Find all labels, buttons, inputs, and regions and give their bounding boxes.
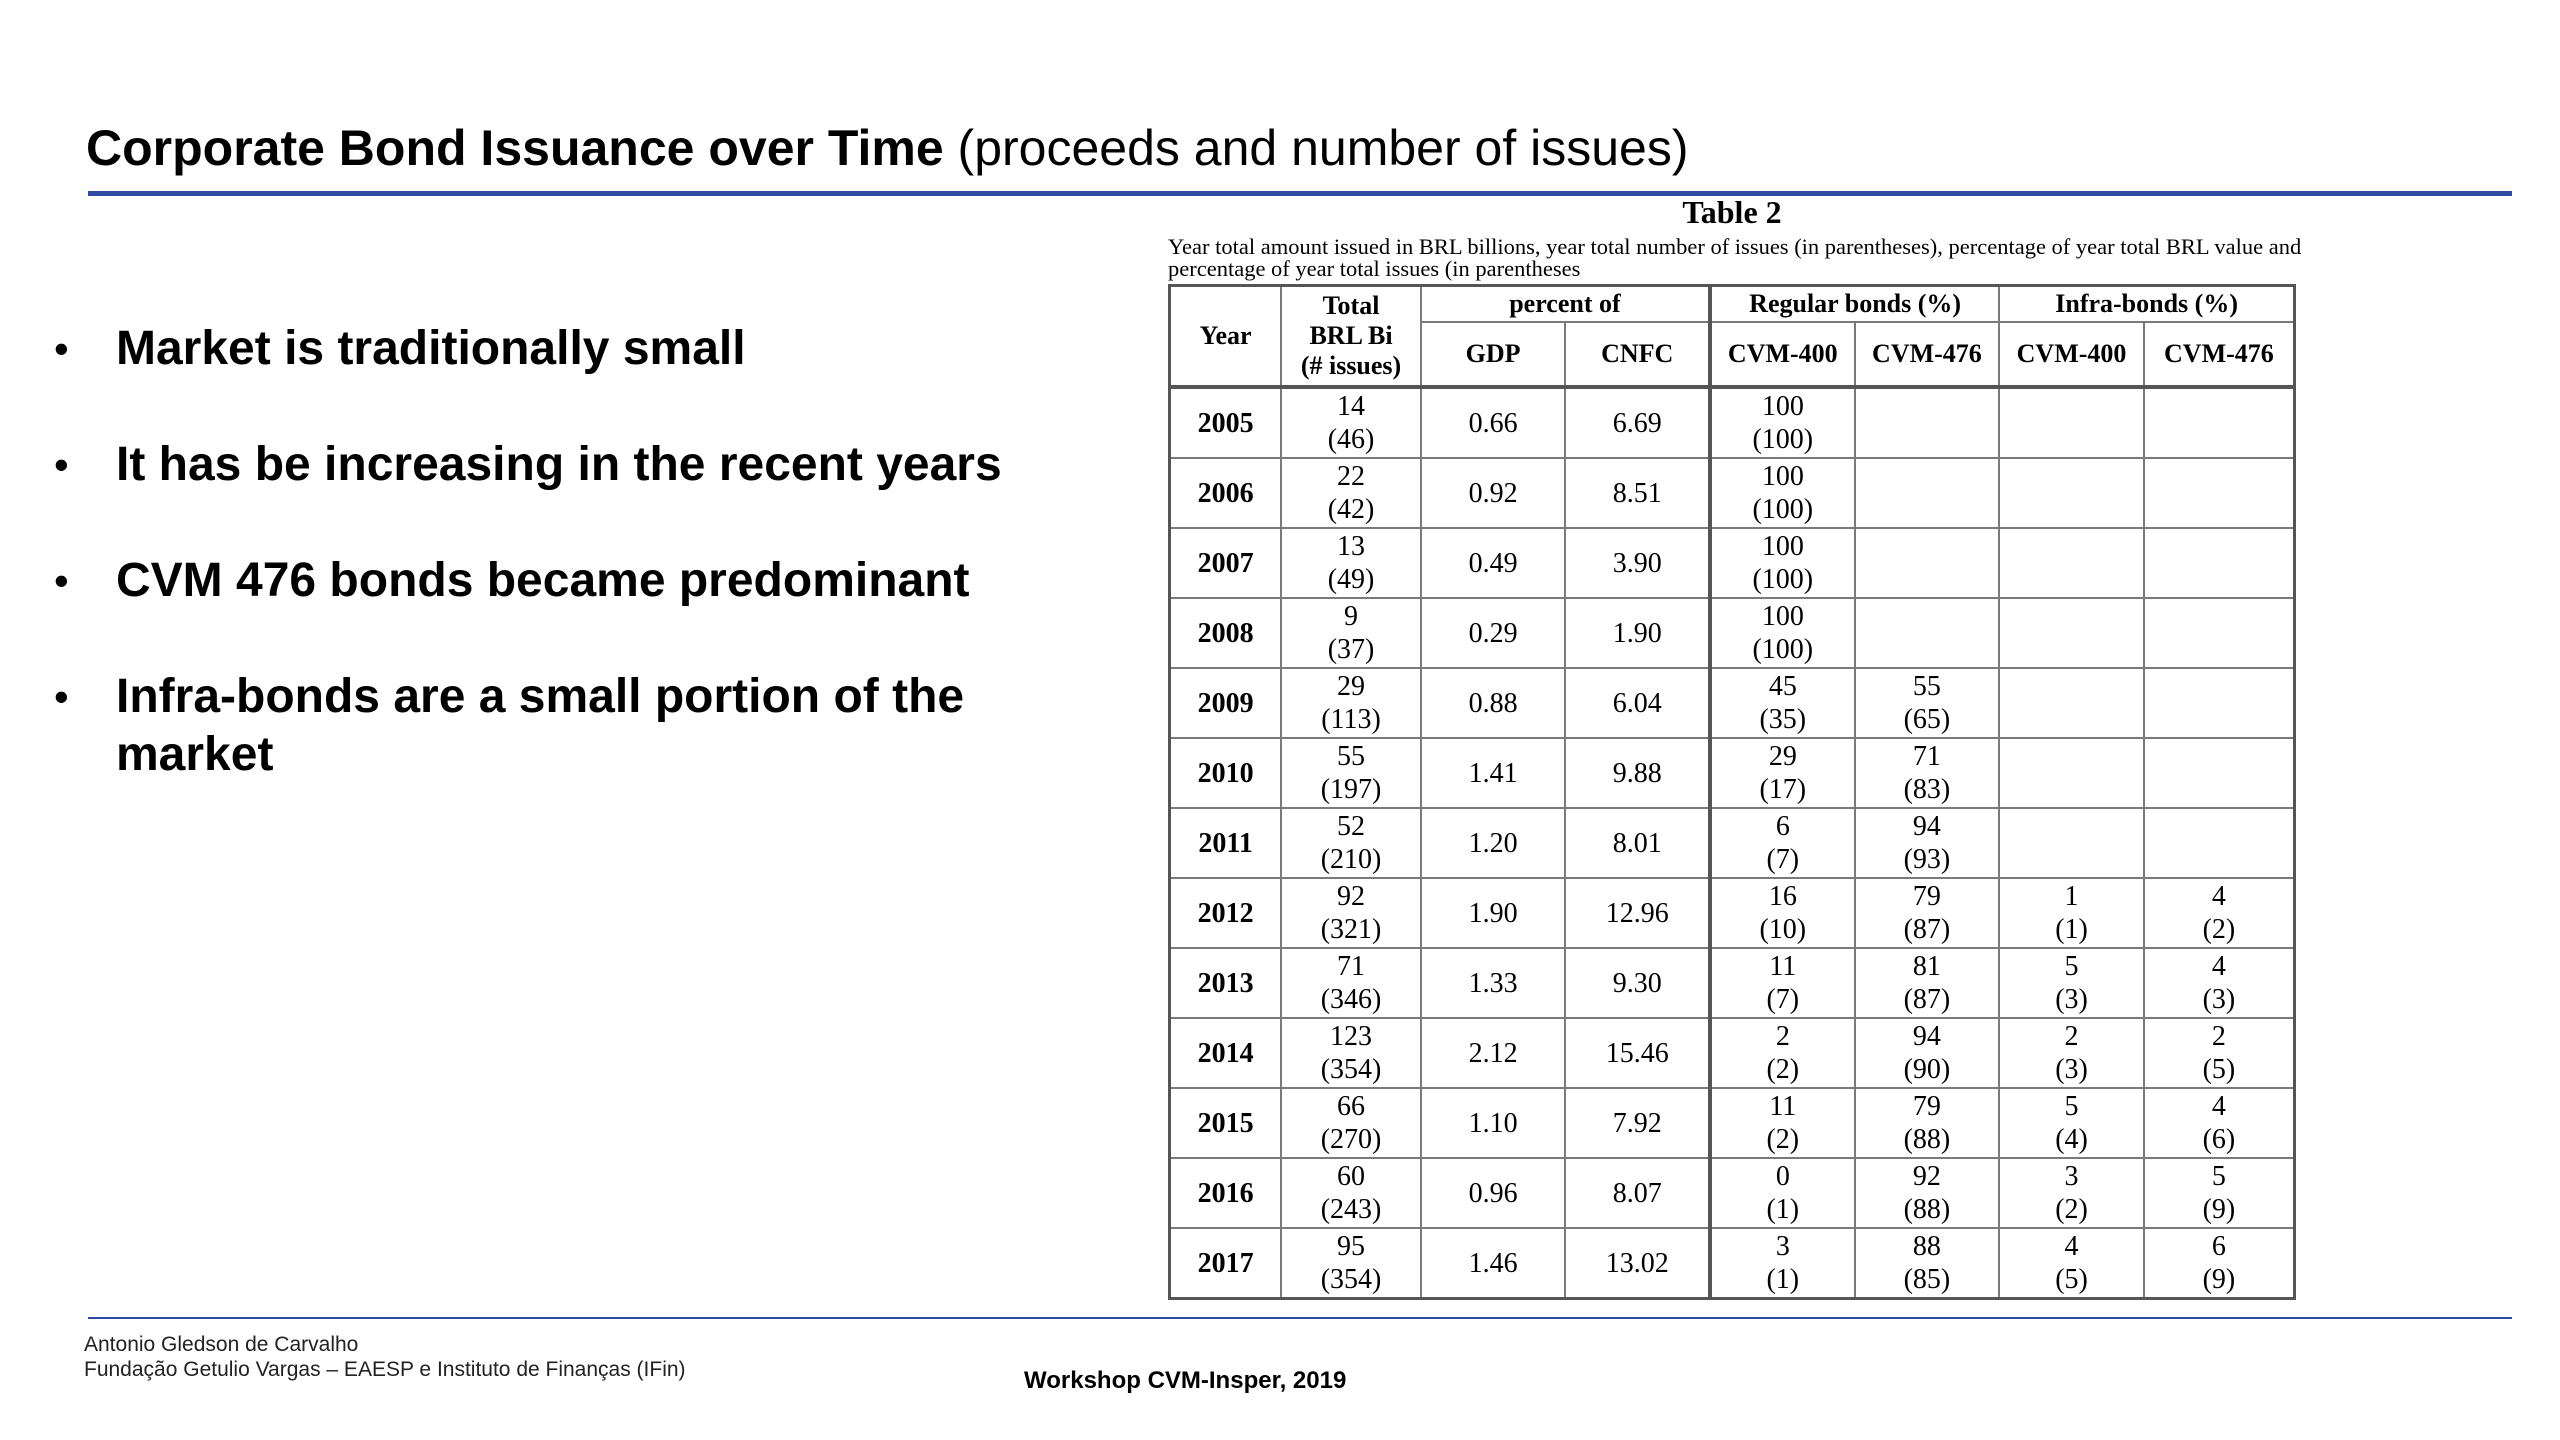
cell-year: 2010 — [1170, 738, 1282, 808]
cell-total-count: (46) — [1327, 424, 1375, 455]
cell-gdp: 1.41 — [1421, 738, 1566, 808]
cell-total-value: 123 — [1330, 1021, 1373, 1052]
cell-gdp: 1.33 — [1421, 948, 1566, 1018]
cell-infra-cvm400 — [1999, 808, 2144, 878]
cell-gdp: 0.96 — [1421, 1158, 1566, 1228]
cell-total — [1281, 808, 1421, 878]
cell-total — [1281, 1088, 1421, 1158]
cell-infra-cvm400-value: 2 — [2064, 1021, 2079, 1052]
cell-regular-cvm400-value: 11 — [1769, 1091, 1797, 1122]
cell-regular-cvm476-count: (65) — [1903, 704, 1951, 735]
cell-gdp: 0.49 — [1421, 528, 1566, 598]
cell-infra-cvm400-value: 3 — [2064, 1161, 2079, 1192]
cell-cnfc: 6.69 — [1565, 387, 1710, 458]
cell-gdp: 2.12 — [1421, 1018, 1566, 1088]
cell-regular-cvm400 — [1710, 1018, 1855, 1088]
cell-total-count: (354) — [1320, 1054, 1382, 1085]
cell-infra-cvm400-count: (3) — [2055, 984, 2088, 1015]
cell-total — [1281, 948, 1421, 1018]
cell-regular-cvm400 — [1710, 1158, 1855, 1228]
cell-total-value: 14 — [1337, 391, 1366, 422]
cell-infra-cvm400-count: (2) — [2055, 1194, 2088, 1225]
table-body — [1170, 387, 2295, 1299]
cell-infra-cvm400 — [1999, 1228, 2144, 1299]
cell-regular-cvm400-count: (1) — [1766, 1194, 1800, 1225]
cell-total — [1281, 528, 1421, 598]
cell-cnfc: 7.92 — [1565, 1088, 1710, 1158]
cell-regular-cvm476-value: 94 — [1912, 811, 1941, 842]
cell-total-value: 55 — [1337, 741, 1366, 772]
table-caption: Year total amount issued in BRL billions, year total number of issues (in parentheses), percentage of year total BRL value and percentage of year total issues (in parentheses — [1168, 234, 2302, 281]
cell-regular-cvm400-count: (10) — [1759, 914, 1807, 945]
cell-regular-cvm476-value: 71 — [1912, 741, 1941, 772]
cell-infra-cvm476-value: 4 — [2211, 881, 2226, 912]
table-header — [1170, 286, 2295, 388]
cell-infra-cvm400-count: (1) — [2055, 914, 2088, 945]
header-year: Year — [1170, 286, 1282, 388]
cell-total-count: (210) — [1320, 844, 1382, 875]
header-percent-of: percent of — [1421, 286, 1710, 323]
cell-regular-cvm476-count: (88) — [1903, 1194, 1951, 1225]
cell-regular-cvm476 — [1855, 1158, 2000, 1228]
cell-total-value: 29 — [1337, 671, 1366, 702]
cell-infra-cvm400 — [1999, 948, 2144, 1018]
cell-cnfc: 13.02 — [1565, 1228, 1710, 1299]
cell-total-count: (113) — [1321, 704, 1381, 735]
cell-infra-cvm476-value: 4 — [2211, 1091, 2226, 1122]
cell-year: 2006 — [1170, 458, 1282, 528]
table-title: Table 2 — [1682, 194, 1782, 230]
cell-gdp: 0.92 — [1421, 458, 1566, 528]
cell-infra-cvm400 — [1999, 1018, 2144, 1088]
header-total-line3: (# issues) — [1300, 351, 1402, 380]
cell-year: 2005 — [1170, 387, 1282, 458]
cell-infra-cvm476 — [2144, 598, 2295, 668]
table-row — [1170, 1018, 2295, 1088]
bullet-list — [50, 320, 1110, 842]
cell-regular-cvm400 — [1710, 458, 1855, 528]
cell-infra-cvm476-count: (9) — [2202, 1264, 2236, 1295]
cell-regular-cvm476 — [1855, 1228, 2000, 1299]
cell-regular-cvm476-count: (85) — [1903, 1264, 1951, 1295]
cell-regular-cvm400 — [1710, 1228, 1855, 1299]
cell-total — [1281, 878, 1421, 948]
cell-year: 2016 — [1170, 1158, 1282, 1228]
cell-regular-cvm476-count: (83) — [1903, 774, 1951, 805]
cell-regular-cvm476 — [1855, 668, 2000, 738]
cell-total-count: (270) — [1320, 1124, 1382, 1155]
table-row — [1170, 808, 2295, 878]
cell-total-value: 60 — [1337, 1161, 1366, 1192]
cell-infra-cvm400 — [1999, 387, 2144, 458]
footer-event: Workshop CVM-Insper, 2019 — [1024, 1367, 1347, 1394]
cell-total-value: 95 — [1337, 1231, 1366, 1262]
cell-regular-cvm400-value: 0 — [1775, 1161, 1790, 1192]
cell-total-value: 71 — [1337, 951, 1366, 982]
cell-regular-cvm400-value: 11 — [1769, 951, 1797, 982]
cell-total-count: (197) — [1320, 774, 1382, 805]
cell-regular-cvm400 — [1710, 948, 1855, 1018]
cell-infra-cvm476-count: (2) — [2202, 914, 2236, 945]
cell-total-count: (354) — [1320, 1264, 1382, 1295]
cell-infra-cvm476 — [2144, 1018, 2295, 1088]
cell-infra-cvm476 — [2144, 948, 2295, 1018]
cell-infra-cvm476 — [2144, 387, 2295, 458]
cell-total — [1281, 458, 1421, 528]
bullet-item: • CVM 476 bonds became predominant — [50, 552, 1110, 610]
cell-regular-cvm400-count: (7) — [1766, 844, 1800, 875]
cell-infra-cvm400-count: (5) — [2055, 1264, 2088, 1295]
header-infra-cvm476: CVM-476 — [2144, 322, 2295, 387]
cell-gdp: 1.90 — [1421, 878, 1566, 948]
cell-regular-cvm400 — [1710, 808, 1855, 878]
cell-infra-cvm476-value: 2 — [2211, 1021, 2226, 1052]
cell-year: 2017 — [1170, 1228, 1282, 1299]
cell-infra-cvm400-value: 1 — [2064, 881, 2079, 912]
cell-infra-cvm476 — [2144, 528, 2295, 598]
cell-infra-cvm476 — [2144, 668, 2295, 738]
cell-regular-cvm400-value: 100 — [1761, 601, 1804, 632]
cell-regular-cvm400-count: (1) — [1766, 1264, 1800, 1295]
cell-gdp: 1.10 — [1421, 1088, 1566, 1158]
cell-total — [1281, 598, 1421, 668]
cell-total-count: (346) — [1320, 984, 1382, 1015]
cell-regular-cvm476 — [1855, 387, 2000, 458]
table-row — [1170, 738, 2295, 808]
cell-year: 2008 — [1170, 598, 1282, 668]
cell-regular-cvm400 — [1710, 1088, 1855, 1158]
cell-infra-cvm476-value: 4 — [2211, 951, 2226, 982]
cell-infra-cvm400-count: (4) — [2055, 1124, 2088, 1155]
cell-year: 2015 — [1170, 1088, 1282, 1158]
header-regular-cvm476: CVM-476 — [1855, 322, 2000, 387]
cell-cnfc: 8.01 — [1565, 808, 1710, 878]
bond-issuance-table — [1168, 284, 2296, 1300]
table-row — [1170, 878, 2295, 948]
table-row — [1170, 1088, 2295, 1158]
slide-title — [86, 118, 1688, 178]
header-gdp: GDP — [1421, 322, 1566, 387]
cell-regular-cvm476-count: (88) — [1903, 1124, 1951, 1155]
cell-regular-cvm400-value: 100 — [1761, 391, 1804, 422]
cell-regular-cvm476-value: 81 — [1912, 951, 1941, 982]
cell-regular-cvm476-value: 94 — [1912, 1021, 1941, 1052]
cell-regular-cvm400-count: (100) — [1752, 564, 1814, 595]
cell-total-value: 9 — [1344, 601, 1359, 632]
cell-infra-cvm400 — [1999, 598, 2144, 668]
cell-year: 2013 — [1170, 948, 1282, 1018]
footer-author-name: Antonio Gledson de Carvalho — [84, 1333, 359, 1356]
cell-infra-cvm476 — [2144, 808, 2295, 878]
cell-regular-cvm476-value: 55 — [1912, 671, 1941, 702]
cell-infra-cvm476-value: 6 — [2211, 1231, 2226, 1262]
cell-regular-cvm400-value: 29 — [1768, 741, 1797, 772]
cell-infra-cvm476-count: (3) — [2202, 984, 2236, 1015]
bullet-item: • Infra-bonds are a small portion of the market — [50, 668, 1110, 784]
cell-total — [1281, 1158, 1421, 1228]
cell-regular-cvm400-count: (35) — [1759, 704, 1807, 735]
header-infra-bonds: Infra-bonds (%) — [1999, 286, 2294, 323]
cell-gdp: 0.29 — [1421, 598, 1566, 668]
cell-regular-cvm476-value: 92 — [1912, 1161, 1941, 1192]
cell-infra-cvm476-count: (9) — [2202, 1194, 2236, 1225]
cell-year: 2007 — [1170, 528, 1282, 598]
cell-regular-cvm476-value: 79 — [1912, 1091, 1941, 1122]
cell-regular-cvm476-value: 88 — [1912, 1231, 1941, 1262]
footer-author-affiliation: Fundação Getulio Vargas – EAESP e Instituto de Finanças (IFin) — [84, 1358, 686, 1381]
cell-regular-cvm400 — [1710, 387, 1855, 458]
cell-regular-cvm400-value: 2 — [1775, 1021, 1790, 1052]
header-regular-cvm400: CVM-400 — [1710, 322, 1855, 387]
cell-regular-cvm476-value: 79 — [1912, 881, 1941, 912]
cell-regular-cvm400-value: 6 — [1775, 811, 1790, 842]
cell-infra-cvm400 — [1999, 738, 2144, 808]
cell-gdp: 1.20 — [1421, 808, 1566, 878]
cell-year: 2011 — [1170, 808, 1282, 878]
cell-regular-cvm400-value: 45 — [1768, 671, 1797, 702]
cell-cnfc: 9.88 — [1565, 738, 1710, 808]
cell-total — [1281, 738, 1421, 808]
cell-regular-cvm400-count: (2) — [1766, 1054, 1800, 1085]
cell-regular-cvm476 — [1855, 948, 2000, 1018]
cell-infra-cvm476 — [2144, 1158, 2295, 1228]
cell-regular-cvm400 — [1710, 878, 1855, 948]
header-total-line1: Total — [1322, 291, 1380, 320]
cell-regular-cvm400 — [1710, 598, 1855, 668]
cell-regular-cvm400 — [1710, 528, 1855, 598]
cell-total-count: (42) — [1327, 494, 1375, 525]
cell-total-value: 92 — [1337, 881, 1366, 912]
cell-total — [1281, 668, 1421, 738]
header-regular-bonds: Regular bonds (%) — [1710, 286, 1999, 323]
cell-gdp: 0.88 — [1421, 668, 1566, 738]
header-total — [1281, 286, 1421, 388]
cell-infra-cvm476 — [2144, 878, 2295, 948]
cell-infra-cvm400-value: 5 — [2064, 1091, 2079, 1122]
cell-infra-cvm476 — [2144, 458, 2295, 528]
cell-cnfc: 8.07 — [1565, 1158, 1710, 1228]
cell-regular-cvm476 — [1855, 1018, 2000, 1088]
footer-divider — [88, 1317, 2512, 1319]
cell-cnfc: 9.30 — [1565, 948, 1710, 1018]
table-row — [1170, 948, 2295, 1018]
cell-total-value: 52 — [1337, 811, 1366, 842]
cell-infra-cvm476 — [2144, 1228, 2295, 1299]
cell-infra-cvm400 — [1999, 668, 2144, 738]
cell-cnfc: 15.46 — [1565, 1018, 1710, 1088]
cell-year: 2012 — [1170, 878, 1282, 948]
header-infra-cvm400: CVM-400 — [1999, 322, 2144, 387]
cell-infra-cvm400 — [1999, 458, 2144, 528]
slide-title-bold: Corporate Bond Issuance over Time — [86, 120, 944, 176]
cell-infra-cvm400-value: 5 — [2064, 951, 2079, 982]
cell-regular-cvm476 — [1855, 458, 2000, 528]
slide-title-subtitle: (proceeds and number of issues) — [943, 120, 1689, 176]
cell-regular-cvm400-count: (100) — [1752, 494, 1814, 525]
cell-total-value: 13 — [1337, 531, 1366, 562]
table-row — [1170, 528, 2295, 598]
header-cnfc: CNFC — [1565, 322, 1710, 387]
cell-regular-cvm400-count: (100) — [1752, 424, 1814, 455]
cell-regular-cvm476 — [1855, 598, 2000, 668]
table-row — [1170, 1158, 2295, 1228]
cell-regular-cvm400-count: (2) — [1766, 1124, 1800, 1155]
cell-infra-cvm400 — [1999, 878, 2144, 948]
cell-regular-cvm476 — [1855, 738, 2000, 808]
cell-regular-cvm400-value: 100 — [1761, 461, 1804, 492]
cell-infra-cvm476-count: (6) — [2202, 1124, 2236, 1155]
cell-cnfc: 6.04 — [1565, 668, 1710, 738]
cell-regular-cvm400-count: (100) — [1752, 634, 1814, 665]
cell-total — [1281, 1018, 1421, 1088]
bullet-item: • Market is traditionally small — [50, 320, 1110, 378]
cell-regular-cvm476-count: (90) — [1903, 1054, 1951, 1085]
cell-total-value: 22 — [1337, 461, 1366, 492]
cell-regular-cvm400-value: 16 — [1768, 881, 1797, 912]
header-total-line2: BRL Bi — [1309, 321, 1393, 350]
cell-infra-cvm400-value: 4 — [2064, 1231, 2079, 1262]
bullet-item: • It has be increasing in the recent years — [50, 436, 1110, 494]
cell-total-count: (321) — [1320, 914, 1382, 945]
cell-infra-cvm476 — [2144, 1088, 2295, 1158]
cell-cnfc: 8.51 — [1565, 458, 1710, 528]
cell-cnfc: 1.90 — [1565, 598, 1710, 668]
cell-total-count: (243) — [1320, 1194, 1382, 1225]
cell-infra-cvm476 — [2144, 738, 2295, 808]
cell-infra-cvm476-count: (5) — [2202, 1054, 2236, 1085]
cell-regular-cvm476 — [1855, 878, 2000, 948]
table-row — [1170, 1228, 2295, 1299]
cell-infra-cvm400 — [1999, 1088, 2144, 1158]
cell-regular-cvm476 — [1855, 528, 2000, 598]
cell-infra-cvm400-count: (3) — [2055, 1054, 2088, 1085]
cell-regular-cvm400 — [1710, 738, 1855, 808]
cell-regular-cvm400-value: 100 — [1761, 531, 1804, 562]
footer-author — [84, 1332, 686, 1382]
cell-gdp: 1.46 — [1421, 1228, 1566, 1299]
cell-gdp: 0.66 — [1421, 387, 1566, 458]
cell-total — [1281, 387, 1421, 458]
table-row — [1170, 458, 2295, 528]
cell-regular-cvm476-count: (93) — [1903, 844, 1951, 875]
cell-year: 2009 — [1170, 668, 1282, 738]
cell-cnfc: 12.96 — [1565, 878, 1710, 948]
cell-regular-cvm400-count: (7) — [1766, 984, 1800, 1015]
cell-year: 2014 — [1170, 1018, 1282, 1088]
cell-cnfc: 3.90 — [1565, 528, 1710, 598]
cell-regular-cvm400 — [1710, 668, 1855, 738]
cell-total — [1281, 1228, 1421, 1299]
table-row — [1170, 598, 2295, 668]
cell-total-value: 66 — [1337, 1091, 1366, 1122]
table-row — [1170, 668, 2295, 738]
cell-regular-cvm476 — [1855, 808, 2000, 878]
cell-total-count: (49) — [1327, 564, 1375, 595]
table-row — [1170, 387, 2295, 458]
cell-regular-cvm476 — [1855, 1088, 2000, 1158]
cell-infra-cvm400 — [1999, 528, 2144, 598]
cell-regular-cvm400-count: (17) — [1759, 774, 1807, 805]
cell-infra-cvm400 — [1999, 1158, 2144, 1228]
cell-total-count: (37) — [1327, 634, 1375, 665]
cell-regular-cvm476-count: (87) — [1903, 984, 1951, 1015]
cell-regular-cvm476-count: (87) — [1903, 914, 1951, 945]
cell-regular-cvm400-value: 3 — [1775, 1231, 1790, 1262]
cell-infra-cvm476-value: 5 — [2211, 1161, 2226, 1192]
